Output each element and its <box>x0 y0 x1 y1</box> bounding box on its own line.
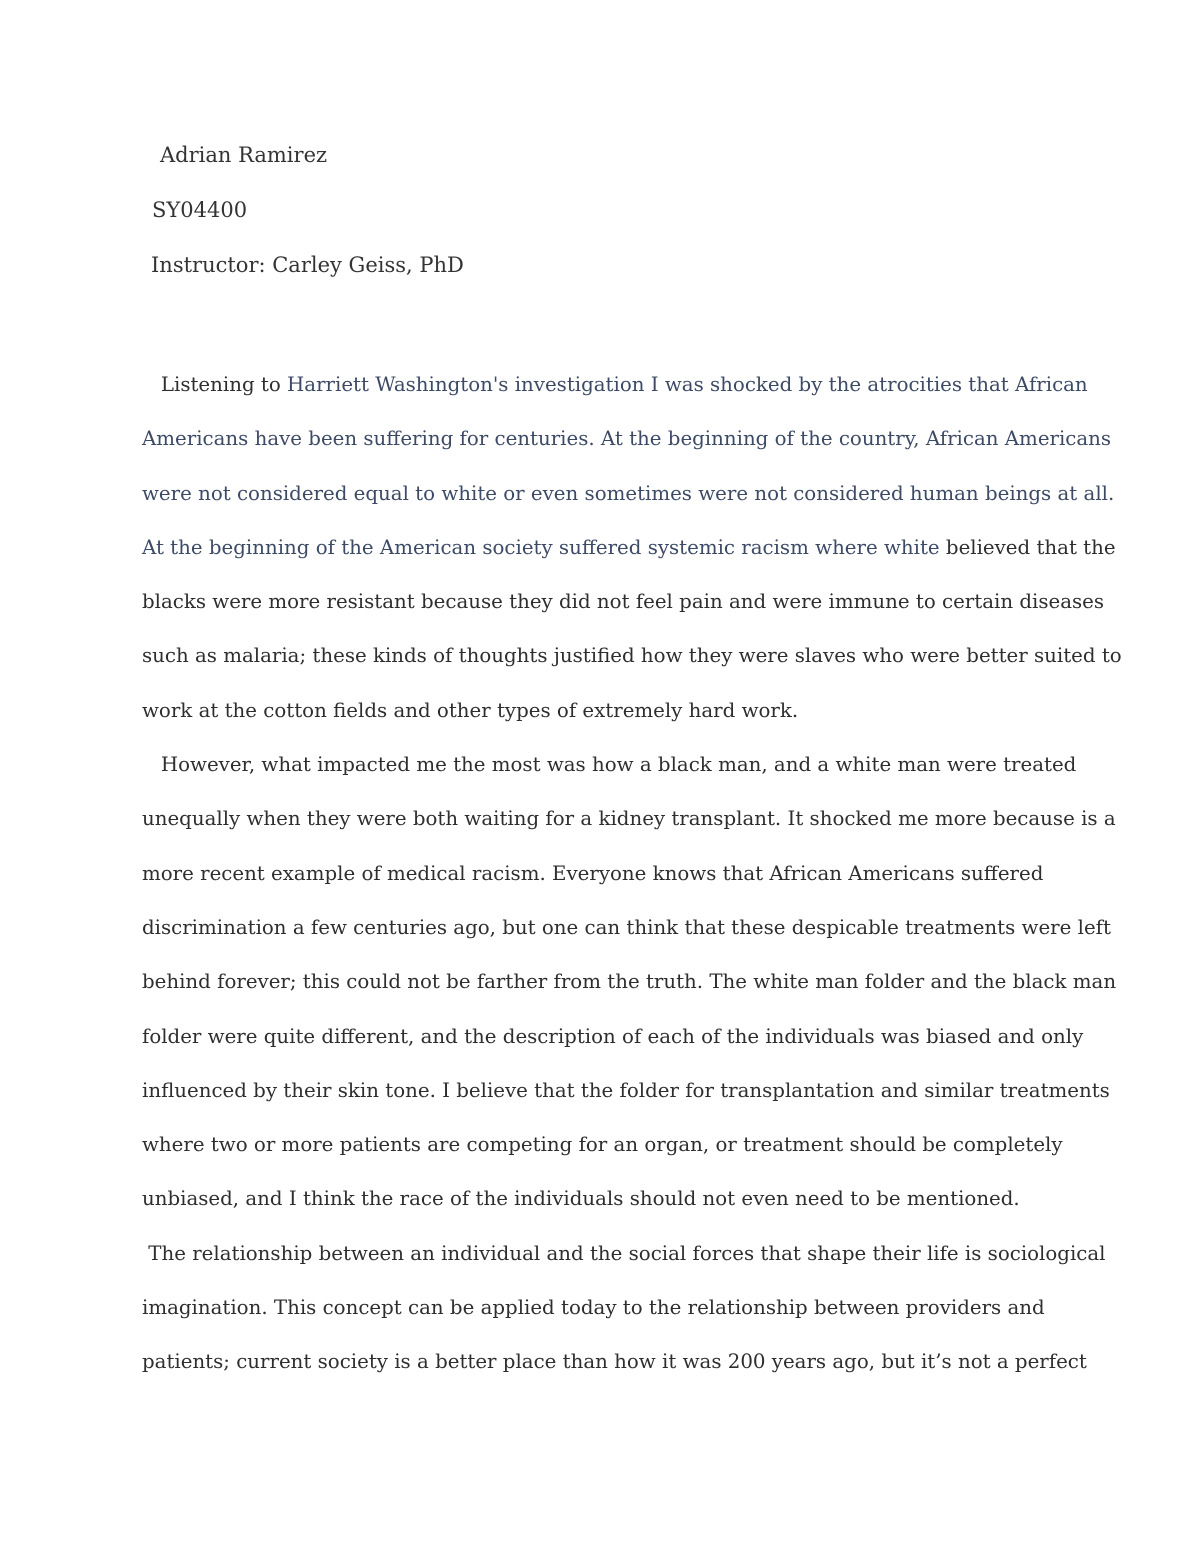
essay-line <box>142 629 1122 683</box>
essay-line <box>142 1064 1110 1118</box>
essay-text-run: unequally when they were both waiting for a kidney transplant. It shocked me more because is a <box>142 807 1116 831</box>
essay-text-run: influenced by their skin tone. I believe that the folder for transplantation and similar treatments <box>142 1078 1110 1102</box>
essay-line <box>142 1010 1084 1064</box>
essay-line <box>142 955 1117 1009</box>
essay-text-run: The relationship between an individual and the social forces that shape their life is sociological <box>142 1241 1106 1265</box>
essay-line <box>142 575 1104 629</box>
essay-line <box>142 684 1062 738</box>
essay-text-run: However, what impacted me the most was how a black man, and a white man were treated <box>142 753 1077 777</box>
essay-text-run: unbiased, and I think the race of the individuals should not even need to be mentioned. <box>142 1187 1020 1211</box>
essay-line <box>142 1227 1106 1281</box>
essay-text-run: discrimination a few centuries ago, but one can think that these despicable treatments were left <box>142 915 1111 939</box>
essay-text-run: patients; current society is a better place than how it was 200 years ago, but it’s not a perfect <box>142 1350 1087 1374</box>
essay-text-run: where two or more patients are competing for an organ, or treatment should be completely <box>142 1133 1063 1157</box>
essay-text-run: blacks were more resistant because they did not feel pain and were immune to certain diseases <box>142 590 1104 614</box>
essay-line <box>142 792 1116 846</box>
essay-line <box>142 1118 1062 1172</box>
essay-text-run: Harriett Washington's investigation I was shocked by the atrocities that African <box>287 373 1088 396</box>
essay-text-run: believed that the <box>945 535 1116 559</box>
essay-line <box>142 358 1088 412</box>
essay-text-run: folder were quite different, and the description of each of the individuals was biased and only <box>142 1024 1084 1048</box>
essay-line <box>142 412 1112 466</box>
course-code: SY04400 <box>152 198 248 222</box>
essay-text-run: At the beginning of the American society suffered systemic racism where white <box>142 535 946 559</box>
essay-text-run: imagination. This concept can be applied today to the relationship between providers and <box>142 1296 1045 1320</box>
essay-text-run: Americans have been suffering for centuries. At the beginning of the country, African Americans <box>142 427 1112 451</box>
essay-text-run: Listening to <box>142 373 288 396</box>
essay-line <box>142 1281 1062 1335</box>
essay-text-run: such as malaria; these kinds of thoughts justified how they were slaves who were better suited to <box>142 644 1122 668</box>
author-name: Adrian Ramirez <box>160 143 328 167</box>
essay-line <box>142 1335 1087 1389</box>
essay-text-run: more recent example of medical racism. Everyone knows that African Americans suffered <box>142 861 1044 885</box>
essay-line <box>142 847 1062 901</box>
essay-line <box>142 467 1115 521</box>
essay-body <box>142 358 1122 1390</box>
essay-line <box>142 901 1111 955</box>
essay-line <box>142 738 1077 792</box>
essay-line <box>142 521 1116 575</box>
essay-line <box>142 1172 1062 1226</box>
essay-text-run: work at the cotton fields and other types of extremely hard work. <box>142 698 799 722</box>
essay-text-run: were not considered equal to white or even sometimes were not considered human beings at all. <box>142 481 1115 505</box>
essay-text-run: behind forever; this could not be farther from the truth. The white man folder and the black man <box>142 970 1117 994</box>
instructor-line: Instructor: Carley Geiss, PhD <box>151 253 464 277</box>
